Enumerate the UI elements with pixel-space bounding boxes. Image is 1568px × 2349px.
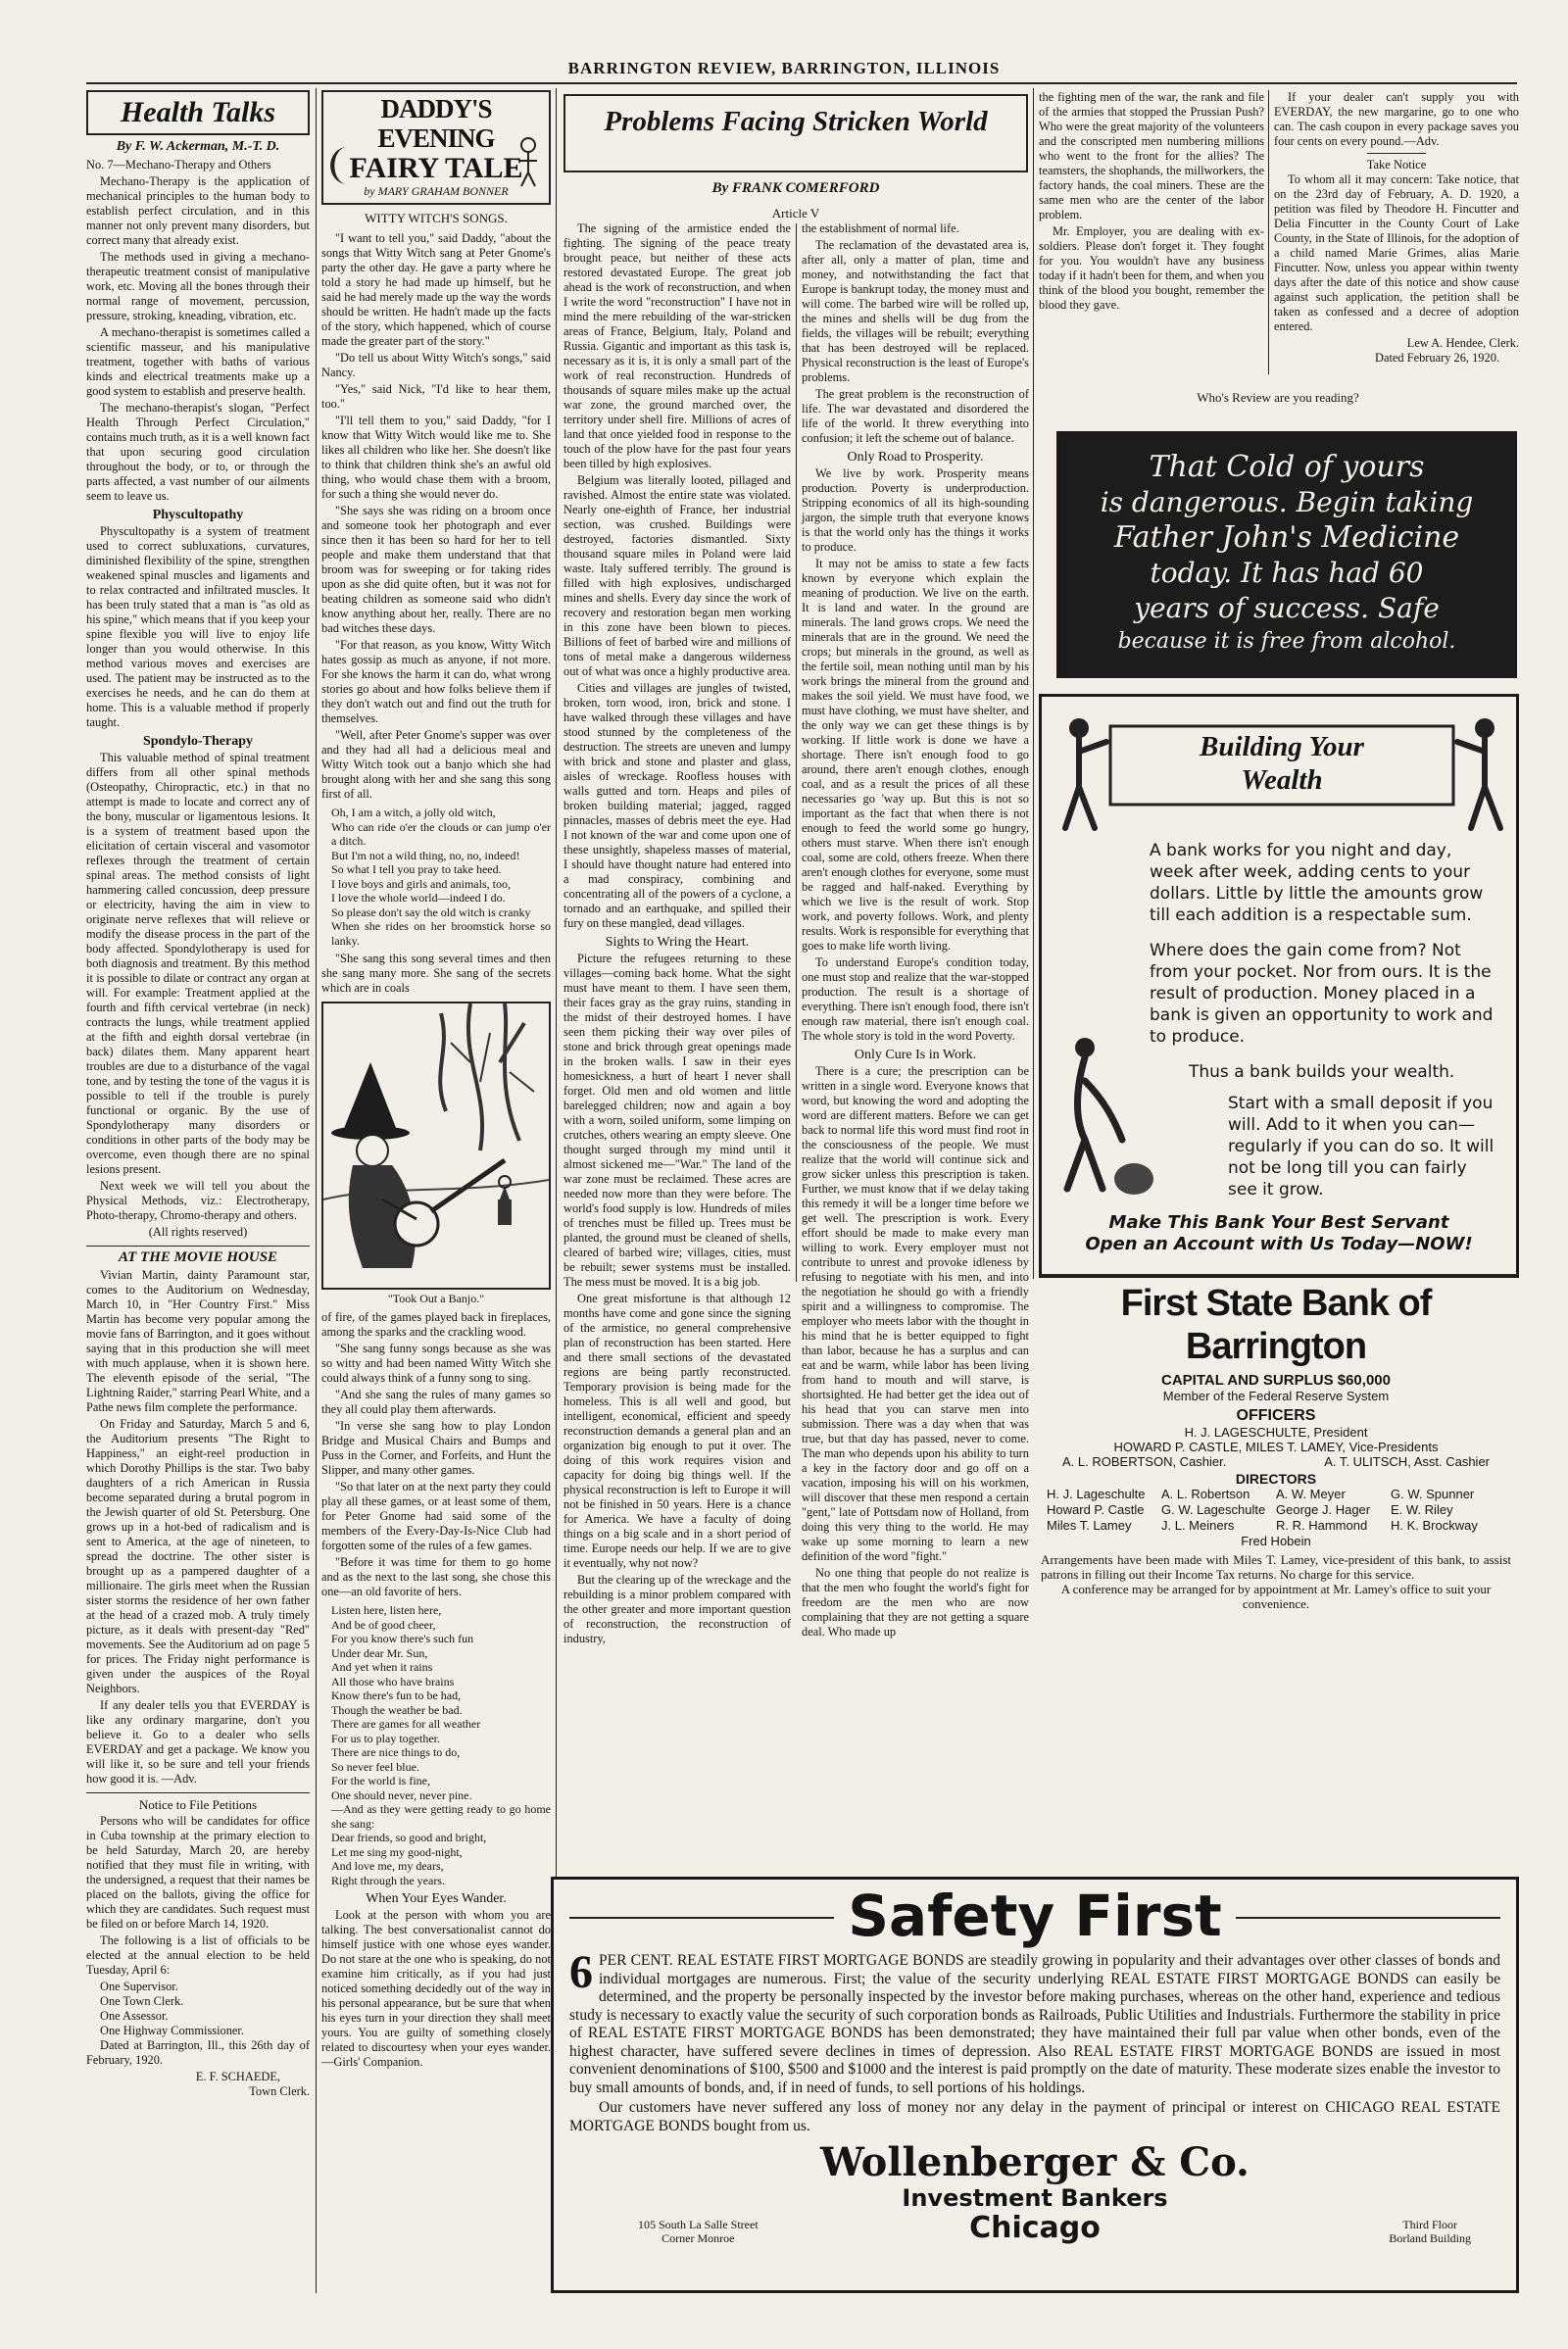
bank-name: First State Bank of Barrington <box>1120 1283 1432 1367</box>
fairy-paragraph: "I'll tell them to you," said Daddy, "for I know that Witty Witch would like me to. She likes all children who like her. She doesn't like to think that children think she's an awful old thing, who would chase them with a broom, for such a thing she would never do. <box>321 414 551 501</box>
bank-copy <box>1052 840 1506 1200</box>
bank-paragraph: Where does the gain come from? Not from your pocket. Nor from ours. It is the result of production. Money placed in a bank is given an opportunity to work and to produce. <box>1150 941 1494 1047</box>
fairy-paragraph: "She sang this song several times and then she sang many more. She sang of the secrets which are in coals <box>321 952 551 995</box>
fairy-paragraph: "Before it was time for them to go home and as the next to the last song, she chose this one—an old favorite of hers. <box>321 1555 551 1598</box>
column-rule <box>796 223 797 1282</box>
verse-line: I love boys and girls and animals, too, <box>331 876 511 891</box>
director: H. K. Brockway <box>1391 1518 1478 1533</box>
bank-slogan1: Make This Bank Your Best Servant <box>1108 1212 1449 1233</box>
director: George J. Hager <box>1276 1502 1371 1517</box>
eyes-title: When Your Eyes Wander. <box>366 1891 507 1906</box>
problems-article: Article V <box>771 206 820 220</box>
fairy-paragraph: "Do tell us about Witty Witch's songs," said Nancy. <box>321 351 551 379</box>
bank-ad <box>1039 694 1519 1278</box>
safety-floor: Third Floor <box>1402 2218 1457 2231</box>
verse-line: Dear friends, so good and bright, <box>331 1831 487 1844</box>
medicine-line: That Cold of yours <box>1149 450 1425 484</box>
notice-offices <box>100 1980 310 2038</box>
fairy-paragraph: of fire, of the games played back in fireplaces, among the sparks and the crackling wood. <box>321 1310 551 1339</box>
bank-cashier: A. L. ROBERTSON, Cashier. <box>1062 1454 1227 1469</box>
bank-banner <box>1052 703 1506 836</box>
bank-member: Member of the Federal Reserve System <box>1162 1389 1390 1403</box>
banjo-illustration <box>321 1002 551 1290</box>
fairy-paragraph: "I want to tell you," said Daddy, "about the songs that Witty Witch sang at Peter Gnome's party the other day. He gave a party where he told a story he had made up himself, but he said he had merely made up the way the words should be written. He hadn't made up the facts of the story, which happened, which of course made the greater part of the story." <box>321 231 551 348</box>
bank-directors-title: DIRECTORS <box>1235 1471 1317 1487</box>
fairy-paragraph: "Well, after Peter Gnome's supper was over and they had all had a delicious meal and Witty Witch took out a banjo which she had brought along with her and she sang this song first of all. <box>321 728 551 801</box>
verse-line: —And as they were getting ready to go home she sang: <box>331 1802 551 1831</box>
safety-company: Wollenberger & Co. <box>820 2139 1250 2185</box>
problems-paragraph: No one thing that people do not realize is that the men who fought the world's fight for freedom are the men who are now complaining that they are not getting a square deal. Who made up <box>802 1566 1029 1639</box>
problems-paragraph: Picture the refugees returning to these villages—coming back home. What the sight must have meant to them. I have seen them, their faces gray as the gray ruins, standing in the midst of their destroyed homes. I have seen them picking their way over piles of stone and brick through great openings made in the broken walls. I saw in their eyes homesickness, a hurt of heart I never shall forget. Old men and old women and little barelegged children; now and again a boy with a worn, soiled uniform, some limping on crutches, others wearing an empty sleeve. One thought surged through my mind until it almost sickened me—"War." The land of the war zone must be reclaimed. These acres are needed now more than they were before. The world's food supply is low. Hundreds of miles of trenches must be filled up. Trees must be planted, the ground must be cleaned of shells, cleared of barbed wire; villages, cities, must be rebuilt; sewer systems must be installed. The mess must be moved. It is a big job. <box>564 952 791 1289</box>
safety-address: Corner Monroe <box>662 2231 735 2245</box>
verse-line: So please don't say the old witch is cranky <box>331 905 531 919</box>
safety-floor: Borland Building <box>1389 2231 1471 2245</box>
problems-subhead: Only Cure Is in Work. <box>854 1048 977 1062</box>
verse-line: There are nice things to do, <box>331 1745 461 1759</box>
bank-vice: HOWARD P. CASTLE, MILES T. LAMEY, Vice-Presidents <box>1113 1440 1439 1454</box>
director: G. W. Lageschulte <box>1161 1502 1266 1517</box>
health-paragraph: The methods used in giving a mechano-therapeutic treatment consist of manipulative work, etc. Moving all the bones through their normal range of movement, percussion, pressure, stroking, kneading, vibration, etc. <box>86 250 310 322</box>
problems-column-c <box>1039 90 1264 379</box>
bank-arrange: Arrangements have been made with Miles T. Lamey, vice-president of this bank, to assist patrons in filling out their Income Tax returns. No charge for this service. <box>1041 1552 1511 1582</box>
verse-line: And be of good cheer, <box>331 1617 436 1632</box>
director: Miles T. Lamey <box>1047 1518 1132 1533</box>
take-notice-dated: Dated February 26, 1920. <box>1375 351 1499 365</box>
take-notice-text: To whom all it may concern: Take notice, that on the 23rd day of February, A. D. 1920, a petition was filed by Theodore H. Fincutter and Delia Fincutter in the County Court of Lake County, in the State of Illinois, for the adoption of a child named Marie Grimes, alias Marie Fincutter. Now, unless you appear within twenty days after the date of this notice and show cause against such application, the petition shall be taken as confessed and a decree of adoption entered. <box>1274 172 1519 333</box>
safety-first-ad <box>551 1877 1519 2293</box>
problems-paragraph: It may not be amiss to state a few facts known by everyone which explain the meaning of production. We live on the earth. It is land and water. In the ground are minerals. The land grows crops. We need the minerals that are in the ground. We need the crops; but minerals in the ground, as well as the fertile soil, mean nothing until man by his work brings the mineral from the ground and makes the soil yield. We must have food, we must have clothing, we must have shelter, and the only way we can get these things is by working. If little work is done we have a shortage. There isn't enough food to go around, there aren't enough clothes, enough coal, and as a result the prices of all these necessaries go 'way up. But this is not so important as the fact that when there is not enough to feed the world some go hungry, others must starve. When there isn't enough coal, some are cold, others freeze. When there aren't enough clothes for everyone, some must be ragged and half-naked. Everything by which we live is the result of work. Stop work, and poverty follows. Work, and plenty results. Work is responsible for everything that goes to make life worth living. <box>802 557 1029 953</box>
safety-title: Safety First <box>834 1883 1236 1949</box>
health-paragraph: Physcultopathy is a system of treatment used to correct subluxations, curvatures, diminished flexibility of the spine, strengthen weakened spinal muscles and ligaments and to relax contracted and infiltrated muscles. It has been truly stated that a man is "as old as his spine," which means that if you keep your spine flexible you will live to enjoy life longer than you would otherwise. In this method various moves and exercises are used. The patient may be instructed as to the exercises he needs, and he can do them at home. This is a valuable method if properly taught. <box>86 524 310 729</box>
verse-line: When she rides on her broomstick horse so lanky. <box>331 919 551 948</box>
health-subhead: Physcultopathy <box>152 508 244 522</box>
health-paragraph: No. 7—Mechano-Therapy and Others <box>86 158 271 171</box>
problems-title: Problems Facing Stricken World <box>604 106 988 137</box>
verse-line: So what I tell you pray to take heed. <box>331 862 502 876</box>
office-item: One Town Clerk. <box>100 1994 184 2008</box>
fairy-header <box>321 90 551 205</box>
column-rule <box>1268 90 1269 374</box>
eyes-paragraph: Look at the person with whom you are talking. The best conversationalist cannot do himself justice with one whose eyes wander. Do not stare at the one who is speaking, do not examine him critically, as if you had just noticed something decidedly out of the way in his personal appearance, but be sure that when his eyes turn in your direction they shall meet yours. You are guilty of something closely related to discourtesy when your eyes wander.—Girls' Companion. <box>321 1908 551 2069</box>
bank-slogan2: Open an Account with Us Today—NOW! <box>1085 1234 1473 1254</box>
illustration-caption: "Took Out a Banjo." <box>387 1292 485 1305</box>
problems-header <box>564 94 1028 172</box>
fairy-paragraph: "Yes," said Nick, "I'd like to hear them, too." <box>321 382 551 411</box>
bank-paragraph: Thus a bank builds your wealth. <box>1189 1062 1455 1082</box>
health-paragraph: This valuable method of spinal treatment differs from all other spinal methods (Osteopathy, Chiropractic, etc.) in that no attempt is made to locate and correct any of the bony, muscular or ligamentous lesions. It is a system of treatment based upon the elicitation of certain visceral and vasomotor reflexes through the treatment of certain spinal areas. The method consists of light hammering called concussion, deep pressure or electricity, having the aim in view to originate nerve reflexes that will relieve or modify the disease process in the part of the body affected. Spondylotherapy is used for both diagnosis and treatment. By this method it is possible to dilate or contract any organ at will. For example: Treatment applied at the fourth and fifth cervical vertebrae (in neck) contracts the lungs, while treatment applied at the fifth and eighth dorsal vertebrae (in back) dilates them. Many apparent heart troubles are due to a disturbance of the vagal tone, and by testing the tone of the vagus it is possible to tell if the trouble is purely functional or organic. By the use of Spondylotherapy many disorders or conditions in other parts of the body may be overcome, even though there are no spinal lesions present. <box>86 751 310 1176</box>
notice-title: Notice to File Petitions <box>138 1797 258 1812</box>
safety-address: 105 South La Salle Street <box>638 2218 759 2231</box>
verse-line: Listen here, listen here, <box>331 1603 442 1617</box>
fairy-paragraph: "For that reason, as you know, Witty Witch hates gossip as much as anyone, if not more. For she knows the harm it can do, what wrong stories go about and how folks believe them if they don't watch out and find out the truth for themselves. <box>321 638 551 725</box>
verse-line: And yet when it rains <box>331 1660 433 1674</box>
problems-byline: By FRANK COMERFORD <box>711 180 880 196</box>
column-rule <box>1033 88 1034 1279</box>
take-notice-signer: Lew A. Hendee, Clerk. <box>1406 336 1519 350</box>
verse-line: Know there's fun to be had, <box>331 1688 462 1702</box>
safety-text2: Our customers have never suffered any loss of money nor any delay in the payment of principal or interest on CHICAGO REAL ESTATE MORTGAGE BONDS bought from us. <box>569 2099 1500 2134</box>
problems-paragraph: Belgium was literally looted, pillaged and ravished. Almost the entire state was violated. Nearly one-eighth of France, her industrial section, was crushed. Buildings were destroyed, factories dismantled. Sixty thousand square miles in Poland were laid waste. Italy suffered terribly. The ground is filled with high explosives, undischarged mines and shells. Every day since the work of recovery and restoration began men working in this zone have been blown to pieces. Billions of feet of barbed wire and millions of tons of metal make a dangerous wilderness out of what was once a highly productive area. <box>564 473 791 678</box>
problems-paragraph: The signing of the armistice ended the fighting. The signing of the peace treaty brought peace, but neither of these acts restored devastated Europe. The great job ahead is the work of reconstruction, and when I write the word "reconstruction" I have not in mind the mere rebuilding of the war-stricken areas of France, Belgium, Italy, Poland and Russia. Gigantic and important as this task is, necessary as it is, it is only a small part of the work of real reconstruction. Hundreds of thousands of square miles make up the actual war zone, the ground marched over, the territory under shell fire. Millions of acres of land that once yielded food in response to the touch of the plow have for the past four years been tilled by high explosives. <box>564 221 791 470</box>
verse-line: I love the whole world—indeed I do. <box>331 891 506 905</box>
verse-line: There are games for all weather <box>331 1717 481 1731</box>
problems-paragraph: The reclamation of the devastated area is, after all, only a matter of plan, time and money, and notwithstanding the fact that Europe is bankrupt today, the money must and will come. The barbed wire will be rolled up, the mines and shells will be dug from the fields, the villages will be rebuilt; everything that has been destroyed will be replaced. Physical reconstruction is the least of Europe's problems. <box>802 238 1029 384</box>
problems-paragraph: To understand Europe's condition today, one must stop and realize that the war-stopped production. The result is a shortage of everything. There isn't enough food, there isn't enough raw material, there isn't enough coal. The whole story is told in the word Poverty. <box>802 955 1029 1043</box>
fairy-byline: by MARY GRAHAM BONNER <box>364 184 509 198</box>
bank-info <box>1033 1282 1519 1611</box>
moon-icon <box>329 143 355 188</box>
bank-president: H. J. LAGESCHULTE, President <box>1184 1425 1368 1440</box>
medicine-line: is dangerous. Begin taking <box>1100 486 1474 518</box>
bank-divider <box>1039 1274 1519 1276</box>
verse-line: Who can ride o'er the clouds or can jump o'er a ditch. <box>331 819 551 848</box>
banner-line2: Wealth <box>1241 764 1323 796</box>
problems-paragraph: Cities and villages are jungles of twisted, broken, torn wood, iron, brick and stone. I have walked through these villages and have stood stunned by the completeness of the destruction. The streets are uneven and lumpy with brick and stone and plaster and glass, aisles of wreckage. Roofless houses with walls gutted and torn. Heaps and piles of broken building material; jagged, ragged pinnacles, masses of debris meet the eye. Had I not known of the war and come upon one of these unsightly, shapeless masses of material, I should have thought nature had entered into a mad conspiracy, combining and concentrating all of the powers of a cyclone, a tornado and an earthquake, and spilled their fury on these mangled, dead villages. <box>564 681 791 930</box>
problems-paragraph: But the clearing up of the wreckage and the rebuilding is a minor problem compared with the other greater and more important question of reconstruction, the reconstruction of industry, <box>564 1573 791 1645</box>
problems-subhead: Only Road to Prosperity. <box>847 450 984 465</box>
office-item: One Supervisor. <box>100 1980 178 1993</box>
director: J. L. Meiners <box>1161 1518 1235 1533</box>
witch-with-banjo-illustration <box>323 1003 549 1284</box>
problems-subhead: Sights to Wring the Heart. <box>605 935 750 950</box>
movie-paragraph: If any dealer tells you that EVERDAY is like any ordinary margarine, don't you believe it. Go to a dealer who sells EVERDAY and get a package. We know you will like it, so be sure and tell your friends how good it is. —Adv. <box>86 1698 310 1786</box>
notice-dated: Dated at Barrington, Ill., this 26th day of February, 1920. <box>86 2038 310 2067</box>
health-reserved: (All rights reserved) <box>148 1225 248 1239</box>
fairy-verse <box>331 1603 551 1887</box>
director: Howard P. Castle <box>1047 1502 1145 1517</box>
director: R. R. Hammond <box>1276 1518 1368 1533</box>
problems-paragraph: Mr. Employer, you are dealing with ex-soldiers. Please don't forget it. They fought for you. You wouldn't have any business today if it hadn't been for them, and when you think of the blood you bought, remember the blood they gave. <box>1039 224 1264 312</box>
fairy-verse <box>331 806 551 948</box>
bank-paragraph: A bank works for you night and day, week after week, adding cents to your dollars. Little by little the amounts grow till each addition is a respectable sum. <box>1150 841 1484 925</box>
masthead: BARRINGTON REVIEW, BARRINGTON, ILLINOIS <box>567 59 1001 77</box>
notices-column <box>1274 90 1519 379</box>
problems-paragraph: There is a cure; the prescription can be written in a single word. Everyone knows that word, but knowing the word and adopting the word are different matters. Before we can get back to normal life this word must find root in the consciousness of the people. We must realize that the world will continue sick and grow sicker unless this prescription is taken. Further, we must know that if we delay taking this remedy it will be a longer time before we get well. The prescription is work. Every effort should be made to make every man willing to work. Every employer must not contribute to unrest and provoke idleness by refusing to negotiate with his men, and into the negotiation he should go with a friendly spirit and a willingness to compromise. The employer who meets labor with the thought in his mind that he is better equipped to fight than labor, because he has a surplus and can eat and be warm, while labor has been living from hand to mouth and will starve, is shortsighted. He had better get the idea out of his head that you can starve men into submission. There was a day when that was true, but that day has passed, never to come. The man who depends upon his ability to turn a key in the factory door and go off on a vacation, imposing his will on his workmen, will discover that these men respond a certain "gent," late of Pottsdam now of Holland, from doing this very thing to the world. He may wake up some morning to learn a new definition of the word "fight." <box>802 1064 1029 1563</box>
medicine-line: years of success. Safe <box>1134 592 1440 624</box>
safety-dropcap: 6 <box>569 1946 593 1998</box>
everday-ad: If your dealer can't supply you with EVERDAY, the new margarine, go to one who can. The cash coupon in every package saves you four cents on every pound.—Adv. <box>1274 90 1519 148</box>
banner-line1: Building Your <box>1200 731 1364 762</box>
director: A. W. Meyer <box>1276 1487 1346 1501</box>
review-tag: Who's Review are you reading? <box>1197 390 1359 405</box>
health-subhead: Spondylo-Therapy <box>142 734 254 749</box>
office-item: One Assessor. <box>100 2009 169 2023</box>
problems-column-a <box>564 221 791 1645</box>
notice-signer: E. F. SCHAEDE, <box>195 2070 280 2083</box>
problems-paragraph: The great problem is the reconstruction of life. The war devastated and disordered the life of the world. It threw everything into confusion; it left the scheme out of balance. <box>802 387 1029 445</box>
medicine-line: Father John's Medicine <box>1113 520 1460 555</box>
notice-paragraph: The following is a list of officials to be elected at the annual election to be held Tuesday, April 6: <box>86 1933 310 1977</box>
bank-capital: CAPITAL AND SURPLUS $60,000 <box>1161 1372 1391 1389</box>
movie-paragraph: Vivian Martin, dainty Paramount star, comes to the Auditorium on Wednesday, March 10, in "Her Country First." Miss Martin has become very popular among the movie fans of Barrington, and it goes without saying that in this production she will meet with much applause, when it is shown here. The eleventh episode of the serial, "The Lightning Raider," starring Pearl White, and a Pathe news film complete the performance. <box>86 1268 310 1414</box>
problems-paragraph: the fighting men of the war, the rank and file of the armies that stopped the Prussian Push? Who were the great majority of the volunteers and the conscripted men numbering millions who went to the front for the allies? The teamsters, the shophands, the millworkers, the factory hands, the coal miners. These are the same men who are the center of the labor problem. <box>1039 90 1264 221</box>
bank-asst-cashier: A. T. ULITSCH, Asst. Cashier <box>1324 1454 1490 1469</box>
safety-city: Chicago <box>969 2211 1101 2245</box>
verse-line: Though the weather be bad. <box>331 1702 463 1717</box>
verse-line: Right through the years. <box>331 1873 445 1887</box>
notice-paragraph: Persons who will be candidates for office in Cuba township at the primary election to be held Saturday, March 20, are hereby notified that they must file in writing, with the undersigned, a request that their names be placed on the ballots, giving the office for which they are candidates. Such request must be filed on or before March 14, 1920. <box>86 1814 310 1931</box>
bank-officers-title: OFFICERS <box>1236 1407 1316 1424</box>
problems-column-b <box>802 221 1029 1639</box>
safety-body <box>569 1946 1500 2097</box>
verse-line: Under dear Mr. Sun, <box>331 1645 428 1660</box>
movie-title: AT THE MOVIE HOUSE <box>118 1249 278 1265</box>
verse-line: For you know there's such fun <box>331 1632 474 1645</box>
fairy-header-line1: DADDY'S EVENING <box>377 94 495 153</box>
verse-line: Let me sing my good-night, <box>331 1844 463 1859</box>
fairy-paragraph: "She sang funny songs because as she was so witty and had been named Witty Witch she could always think of a funny song to sing. <box>321 1342 551 1385</box>
verse-line: All those who have brains <box>331 1674 455 1688</box>
verse-line: And love me, my dears, <box>331 1859 444 1873</box>
verse-line: For the world is fine, <box>331 1774 430 1787</box>
verse-line: Oh, I am a witch, a jolly old witch, <box>331 806 496 819</box>
column-fairy-tale <box>321 90 551 2295</box>
fairy-paragraph: "She says she was riding on a broom once and someone took her photograph and ever since then it has been so hard for her to tell people and make them understand that that broom was for sweeping or for taking rides upon as she did quite often, but it was not for beating children as someone said who didn't know anything about her, really. There are no bad witches these days. <box>321 504 551 635</box>
verse-line: One should never, never pine. <box>331 1787 472 1802</box>
fairy-story-title: WITTY WITCH'S SONGS. <box>365 211 508 225</box>
problems-paragraph: We live by work. Prosperity means production. Poverty is underproduction. Stripping economics of all its high-sounding jargon, the simple truth that everyone knows is that the world only has the things it works to produce. <box>802 466 1029 554</box>
bank-directors <box>1033 1487 1519 1534</box>
health-paragraph: The mechano-therapist's slogan, "Perfect Health Through Perfect Circulation," contains much truth, as it is a well known fact that upon securing good circulation throughout the body, or to, or through the parts affected, a vast number of our ailments seem to leave us. <box>86 401 310 503</box>
director: E. W. Riley <box>1391 1502 1453 1517</box>
fairy-paragraph: "In verse she sang how to play London Bridge and Musical Chairs and Bumps and Puss in the Corner, and Forfeits, and Hunt the Slipper, and many other games. <box>321 1419 551 1477</box>
medicine-line: because it is free from alcohol. <box>1117 629 1456 654</box>
director: G. W. Spunner <box>1391 1487 1475 1501</box>
health-paragraph: Next week we will tell you about the Physical Methods, viz.: Electrotherapy, Photo-therapy, Chromo-therapy and others. <box>86 1179 310 1222</box>
fairy-paragraph: "So that later on at the next party they could play all these games, or at least some of them, for Peter Gnome had said some of the members of the Every-Day-Is-Nice Club had forgotten some of the rules of a few games. <box>321 1480 551 1552</box>
verse-line: For us to play together. <box>331 1731 440 1745</box>
health-header <box>86 90 310 135</box>
safety-text: PER CENT. REAL ESTATE FIRST MORTGAGE BONDS are steadily growing in popularity and their advantages over other classes of bonds and individual mortgages are numerous. First; the value of the security underlying REAL ESTATE FIRST MORTGAGE BONDS can easily be determined, and the property be personally inspected by the investor before making purchases, whereas on the other hand, experience and tedious study is necessary to exactly value the security of such corporation bonds as Railroads, Public Utilities and Industrials. Furthermore the stability in price of REAL ESTATE FIRST MORTGAGE BONDS has been demonstrated; they have maintained their full par value when other bonds, even of the highest character, have suffered severe declines in times of depression. Also REAL ESTATE FIRST MORTGAGE BONDS are issued in most convenient denominations of $100, $500 and $1000 and the interest is paid promptly on the date of maturity. These moderate sizes enable the investor to buy small amounts of bonds, and, if in need of funds, to sell portions of his holdings. <box>569 1952 1500 2096</box>
problems-paragraph: One great misfortune is that although 12 months have come and gone since the signing of the armistice, no general comprehensive plan of reconstruction has been started. Here and there small sections of the devastated regions are being partly reconstructed. Temporary provision is being made for the homeless. This is all well and good, but intelligent, economical, efficient and speedy reconstruction demands a general plan and an organization big enough to put it over. The doing of this work requires vision and capacity for doing big things well. If the physical reconstruction is left to Europe it will not be finished in 50 years. Here is a chance for America. We have a faculty of doing things on a big scale and in a short period of time. Europe needs our help. If we are to give it eventually, why not now? <box>564 1292 791 1570</box>
verse-line: So never feel blue. <box>331 1759 419 1774</box>
child-figure-icon <box>514 135 543 188</box>
office-item: One Highway Commissioner. <box>100 2024 244 2037</box>
health-paragraph: Mechano-Therapy is the application of mechanical principles to the human body to establish perfect circulation, and in this manner not only prevent many disorders, but correct many that already exist. <box>86 174 310 247</box>
director: H. J. Lageschulte <box>1047 1487 1146 1501</box>
movie-paragraph: On Friday and Saturday, March 5 and 6, the Auditorium presents "The Right to Happiness," an eight-reel production in which Dorothy Phillips is the star. Two baby daughters of a rich American in Russia become separated during a brutal pogrom in the Jewish quarter of old St. Petersburg. One grows up in a hot-bed of radicalism and is sent to America, at the age of nineteen, to spread the doctrine. The other sister is brought up as a pampered daughter of a millionaire. The girls meet when the Russian sister storms the residence of her own father at the head of a crazed mob. A truly timely picture, as it deals with present-day "Red" movements. See the Auditorium ad on page 5 for prices. The Friday night performance is given under the auspices of the Royal Neighbors. <box>86 1417 310 1695</box>
bank-conference: A conference may be arranged for by appointment at Mr. Lamey's office to suit your convenience. <box>1060 1582 1492 1611</box>
bank-paragraph: Start with a small deposit if you will. Add to it when you can—regularly if you can do so. It will not be long till you can fairly see it grow. <box>1228 1094 1494 1199</box>
fairy-paragraph: "And she sang the rules of many games so they all could play them afterwards. <box>321 1388 551 1416</box>
health-paragraph: A mechano-therapist is sometimes called a scientific masseur, and his manipulative treatment, together with baths of various kinds and electrical treatments make up a good system to establish and preserve health. <box>86 325 310 398</box>
notice-role: Town Clerk. <box>249 2084 310 2098</box>
medicine-ad <box>1056 431 1517 678</box>
health-title: Health Talks <box>120 96 276 128</box>
take-notice-title: Take Notice <box>1366 158 1427 171</box>
safety-sub: Investment Bankers <box>902 2184 1168 2212</box>
fairy-header-line2: FAIRY TALE <box>349 152 523 184</box>
column-health <box>86 90 310 2295</box>
problems-paragraph: the establishment of normal life. <box>802 221 959 235</box>
masthead-rule <box>86 82 1517 84</box>
health-byline: By F. W. Ackerman, M.-T. D. <box>116 139 280 154</box>
sower-figure-icon <box>1046 1032 1153 1199</box>
director: Fred Hobein <box>1241 1534 1311 1548</box>
medicine-line: today. It has had 60 <box>1150 557 1424 589</box>
director: A. L. Robertson <box>1161 1487 1250 1501</box>
verse-line: But I'm not a wild thing, no, no, indeed! <box>331 848 520 862</box>
column-rule <box>316 88 317 2293</box>
